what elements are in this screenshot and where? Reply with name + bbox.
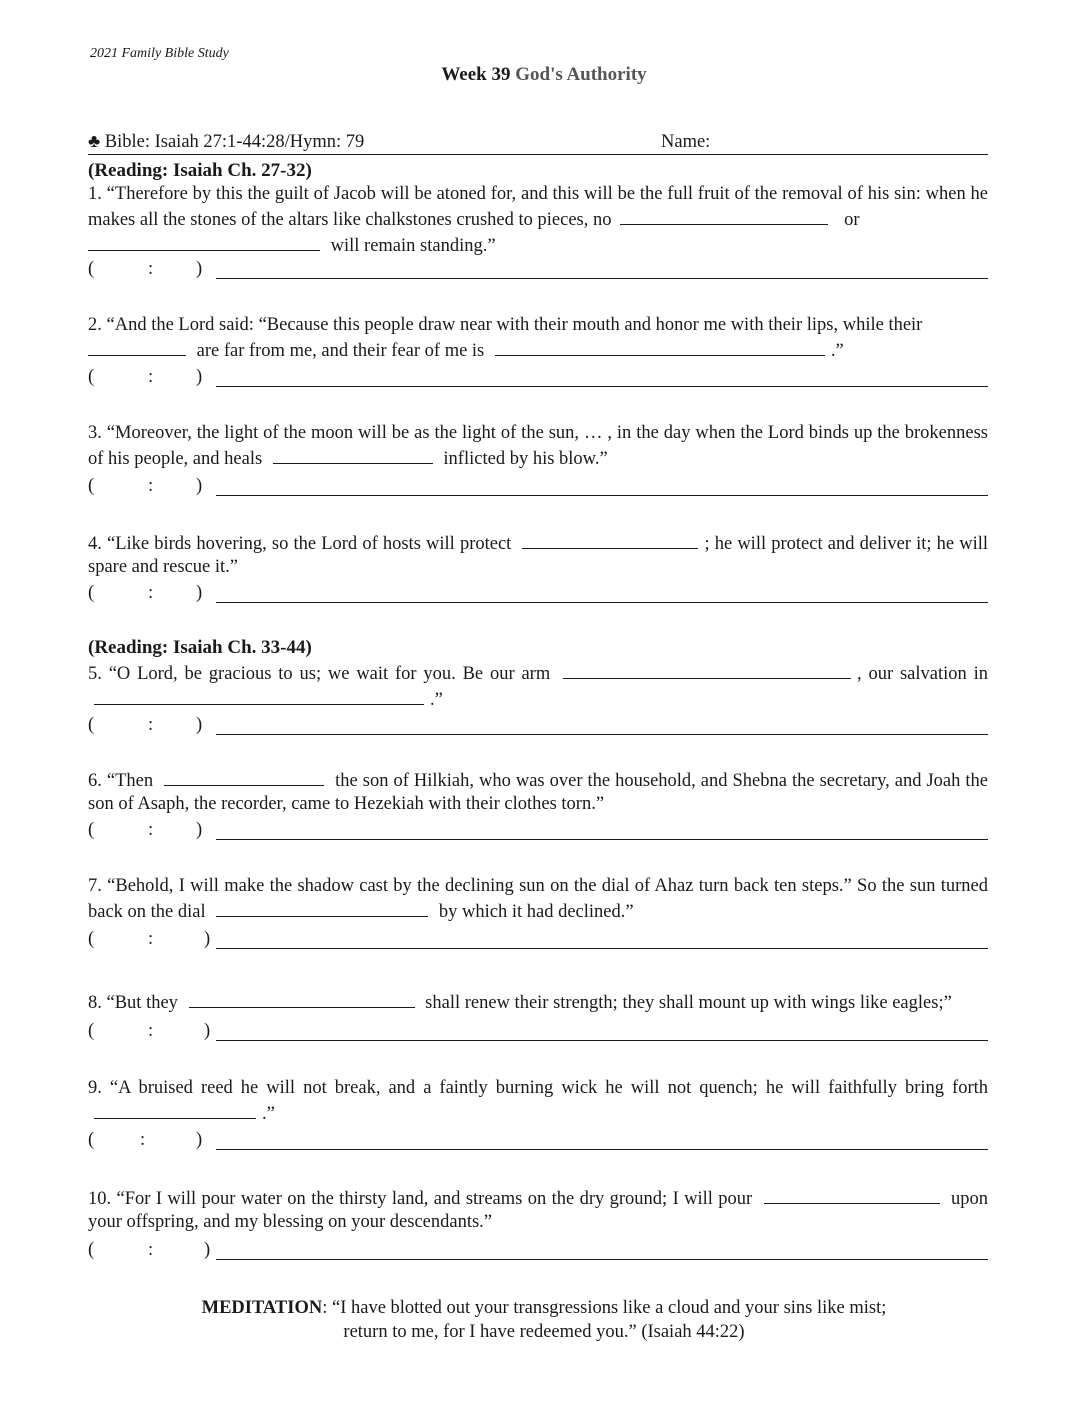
answer-colon: : <box>140 1130 146 1150</box>
question-text: 1. “Therefore by this the guilt of Jacob will be atoned for, and this will be the full fruit of the removal of his sin: when he makes all the stones of the altars like chalkstones crushed to pieces, no <box>88 184 988 230</box>
answer-row-9 <box>88 1130 988 1152</box>
meditation-label: MEDITATION <box>201 1298 323 1318</box>
answer-row-3 <box>88 476 988 498</box>
fill-blank[interactable] <box>273 445 433 464</box>
question-text: 4. “Like birds hovering, so the Lord of hosts will protect <box>88 534 512 554</box>
question-2 <box>88 314 988 363</box>
question-text: upon your offspring, and my blessing on your descendants.” <box>88 1189 988 1232</box>
answer-open-paren: ( <box>88 1240 95 1260</box>
question-4 <box>88 530 988 579</box>
answer-line[interactable] <box>216 1259 988 1260</box>
question-text: inflicted by his blow.” <box>443 449 608 469</box>
fill-blank[interactable] <box>522 530 698 549</box>
answer-line[interactable] <box>216 278 988 279</box>
answer-colon: : <box>148 259 154 279</box>
answer-colon: : <box>148 583 154 603</box>
answer-close-paren: ) <box>204 929 211 949</box>
question-9 <box>88 1077 988 1126</box>
question-8 <box>88 989 988 1015</box>
fill-blank[interactable] <box>216 898 428 917</box>
question-text: 9. “A bruised reed he will not break, and a faintly burning wick he will not quench; he will faithfully bring forth <box>88 1078 988 1098</box>
question-text: 10. “For I will pour water on the thirsty land, and streams on the dry ground; I will pour <box>88 1189 753 1209</box>
answer-open-paren: ( <box>88 476 95 496</box>
fill-blank[interactable] <box>88 232 320 251</box>
meditation-line-2: return to me, for I have redeemed you.” (Isaiah 44:22) <box>343 1322 745 1342</box>
answer-open-paren: ( <box>88 1021 95 1041</box>
question-text: or <box>844 210 860 230</box>
question-text: 7. “Behold, I will make the shadow cast by the declining sun on the dial of Ahaz turn back ten steps.” So the sun turned back on the dial <box>88 876 988 922</box>
answer-row-8 <box>88 1021 988 1043</box>
answer-row-10 <box>88 1240 988 1262</box>
question-text: the son of Hilkiah, who was over the household, and Shebna the secretary, and Joah the son of Asaph, the recorder, came to Hezekiah with their clothes torn.” <box>88 771 989 814</box>
fill-blank[interactable] <box>620 206 828 225</box>
question-text: are far from me, and their fear of me is <box>196 341 485 361</box>
answer-line[interactable] <box>216 734 988 735</box>
answer-close-paren: ) <box>196 476 203 496</box>
fill-blank[interactable] <box>764 1185 940 1204</box>
answer-line[interactable] <box>216 948 988 949</box>
answer-colon: : <box>148 476 154 496</box>
answer-colon: : <box>148 1021 154 1041</box>
question-3 <box>88 422 988 471</box>
answer-open-paren: ( <box>88 583 95 603</box>
answer-close-paren: ) <box>196 820 203 840</box>
question-text: 5. “O Lord, be gracious to us; we wait for you. Be our arm <box>88 664 551 684</box>
answer-colon: : <box>148 929 154 949</box>
question-10 <box>88 1185 988 1234</box>
answer-row-7 <box>88 929 988 951</box>
answer-row-6 <box>88 820 988 842</box>
study-series-tag: 2021 Family Bible Study <box>90 46 229 61</box>
question-1 <box>88 183 988 258</box>
answer-row-4 <box>88 583 988 605</box>
question-5 <box>88 660 988 712</box>
answer-open-paren: ( <box>88 715 95 735</box>
fill-blank[interactable] <box>88 337 186 356</box>
reading-heading-2: (Reading: Isaiah Ch. 33-44) <box>88 637 312 658</box>
answer-close-paren: ) <box>204 1021 211 1041</box>
answer-open-paren: ( <box>88 929 95 949</box>
answer-line[interactable] <box>216 839 988 840</box>
question-text: will remain standing.” <box>330 236 496 256</box>
answer-colon: : <box>148 1240 154 1260</box>
question-text: ; he will protect and deliver it; he will spare and rescue it.” <box>88 534 988 577</box>
fill-blank[interactable] <box>94 1100 256 1119</box>
answer-line[interactable] <box>216 602 988 603</box>
answer-open-paren: ( <box>88 259 95 279</box>
fill-blank[interactable] <box>563 660 851 679</box>
name-field-label: Name: <box>661 132 711 152</box>
question-6 <box>88 767 988 816</box>
answer-line[interactable] <box>216 1040 988 1041</box>
answer-close-paren: ) <box>196 715 203 735</box>
answer-colon: : <box>148 715 154 735</box>
question-text: 8. “But they <box>88 993 178 1013</box>
question-text: .” <box>430 690 443 710</box>
answer-close-paren: ) <box>204 1240 211 1260</box>
answer-open-paren: ( <box>88 367 95 387</box>
fill-blank[interactable] <box>495 337 825 356</box>
question-text: shall renew their strength; they shall mount up with wings like eagles;” <box>425 993 952 1013</box>
question-text: 3. “Moreover, the light of the moon will be as the light of the sun, … , in the day when the Lord binds up the brokenness of his people, and heals <box>88 423 988 469</box>
answer-close-paren: ) <box>196 259 203 279</box>
question-text: .” <box>262 1104 275 1124</box>
answer-close-paren: ) <box>196 583 203 603</box>
answer-line[interactable] <box>216 386 988 387</box>
meditation-verse <box>0 1296 1088 1344</box>
fill-blank[interactable] <box>164 767 324 786</box>
reading-heading-1: (Reading: Isaiah Ch. 27-32) <box>88 160 312 181</box>
answer-close-paren: ) <box>196 367 203 387</box>
answer-row-1 <box>88 259 988 281</box>
question-text: 6. “Then <box>88 771 154 791</box>
page-title <box>0 64 1088 86</box>
question-7 <box>88 875 988 924</box>
answer-line[interactable] <box>216 1149 988 1150</box>
answer-open-paren: ( <box>88 820 95 840</box>
answer-close-paren: ) <box>196 1130 203 1150</box>
question-text: , our salvation in <box>857 664 988 684</box>
question-text: .” <box>830 341 844 361</box>
answer-row-5 <box>88 715 988 737</box>
fill-blank[interactable] <box>94 686 424 705</box>
fill-blank[interactable] <box>189 989 415 1008</box>
question-text: by which it had declined.” <box>438 902 634 922</box>
week-label: Week 39 <box>441 64 511 85</box>
topic-label: God's Authority <box>515 64 647 85</box>
question-text: 2. “And the Lord said: “Because this people draw near with their mouth and honor me with their lips, while their <box>88 315 923 335</box>
answer-row-2 <box>88 367 988 389</box>
answer-line[interactable] <box>216 495 988 496</box>
answer-open-paren: ( <box>88 1130 95 1150</box>
bible-reference: ♣ Bible: Isaiah 27:1-44:28/Hymn: 79 <box>88 132 365 152</box>
answer-colon: : <box>148 367 154 387</box>
bible-info-row <box>88 132 988 155</box>
meditation-line-1: : “I have blotted out your transgressions like a cloud and your sins like mist; <box>322 1298 887 1318</box>
answer-colon: : <box>148 820 154 840</box>
